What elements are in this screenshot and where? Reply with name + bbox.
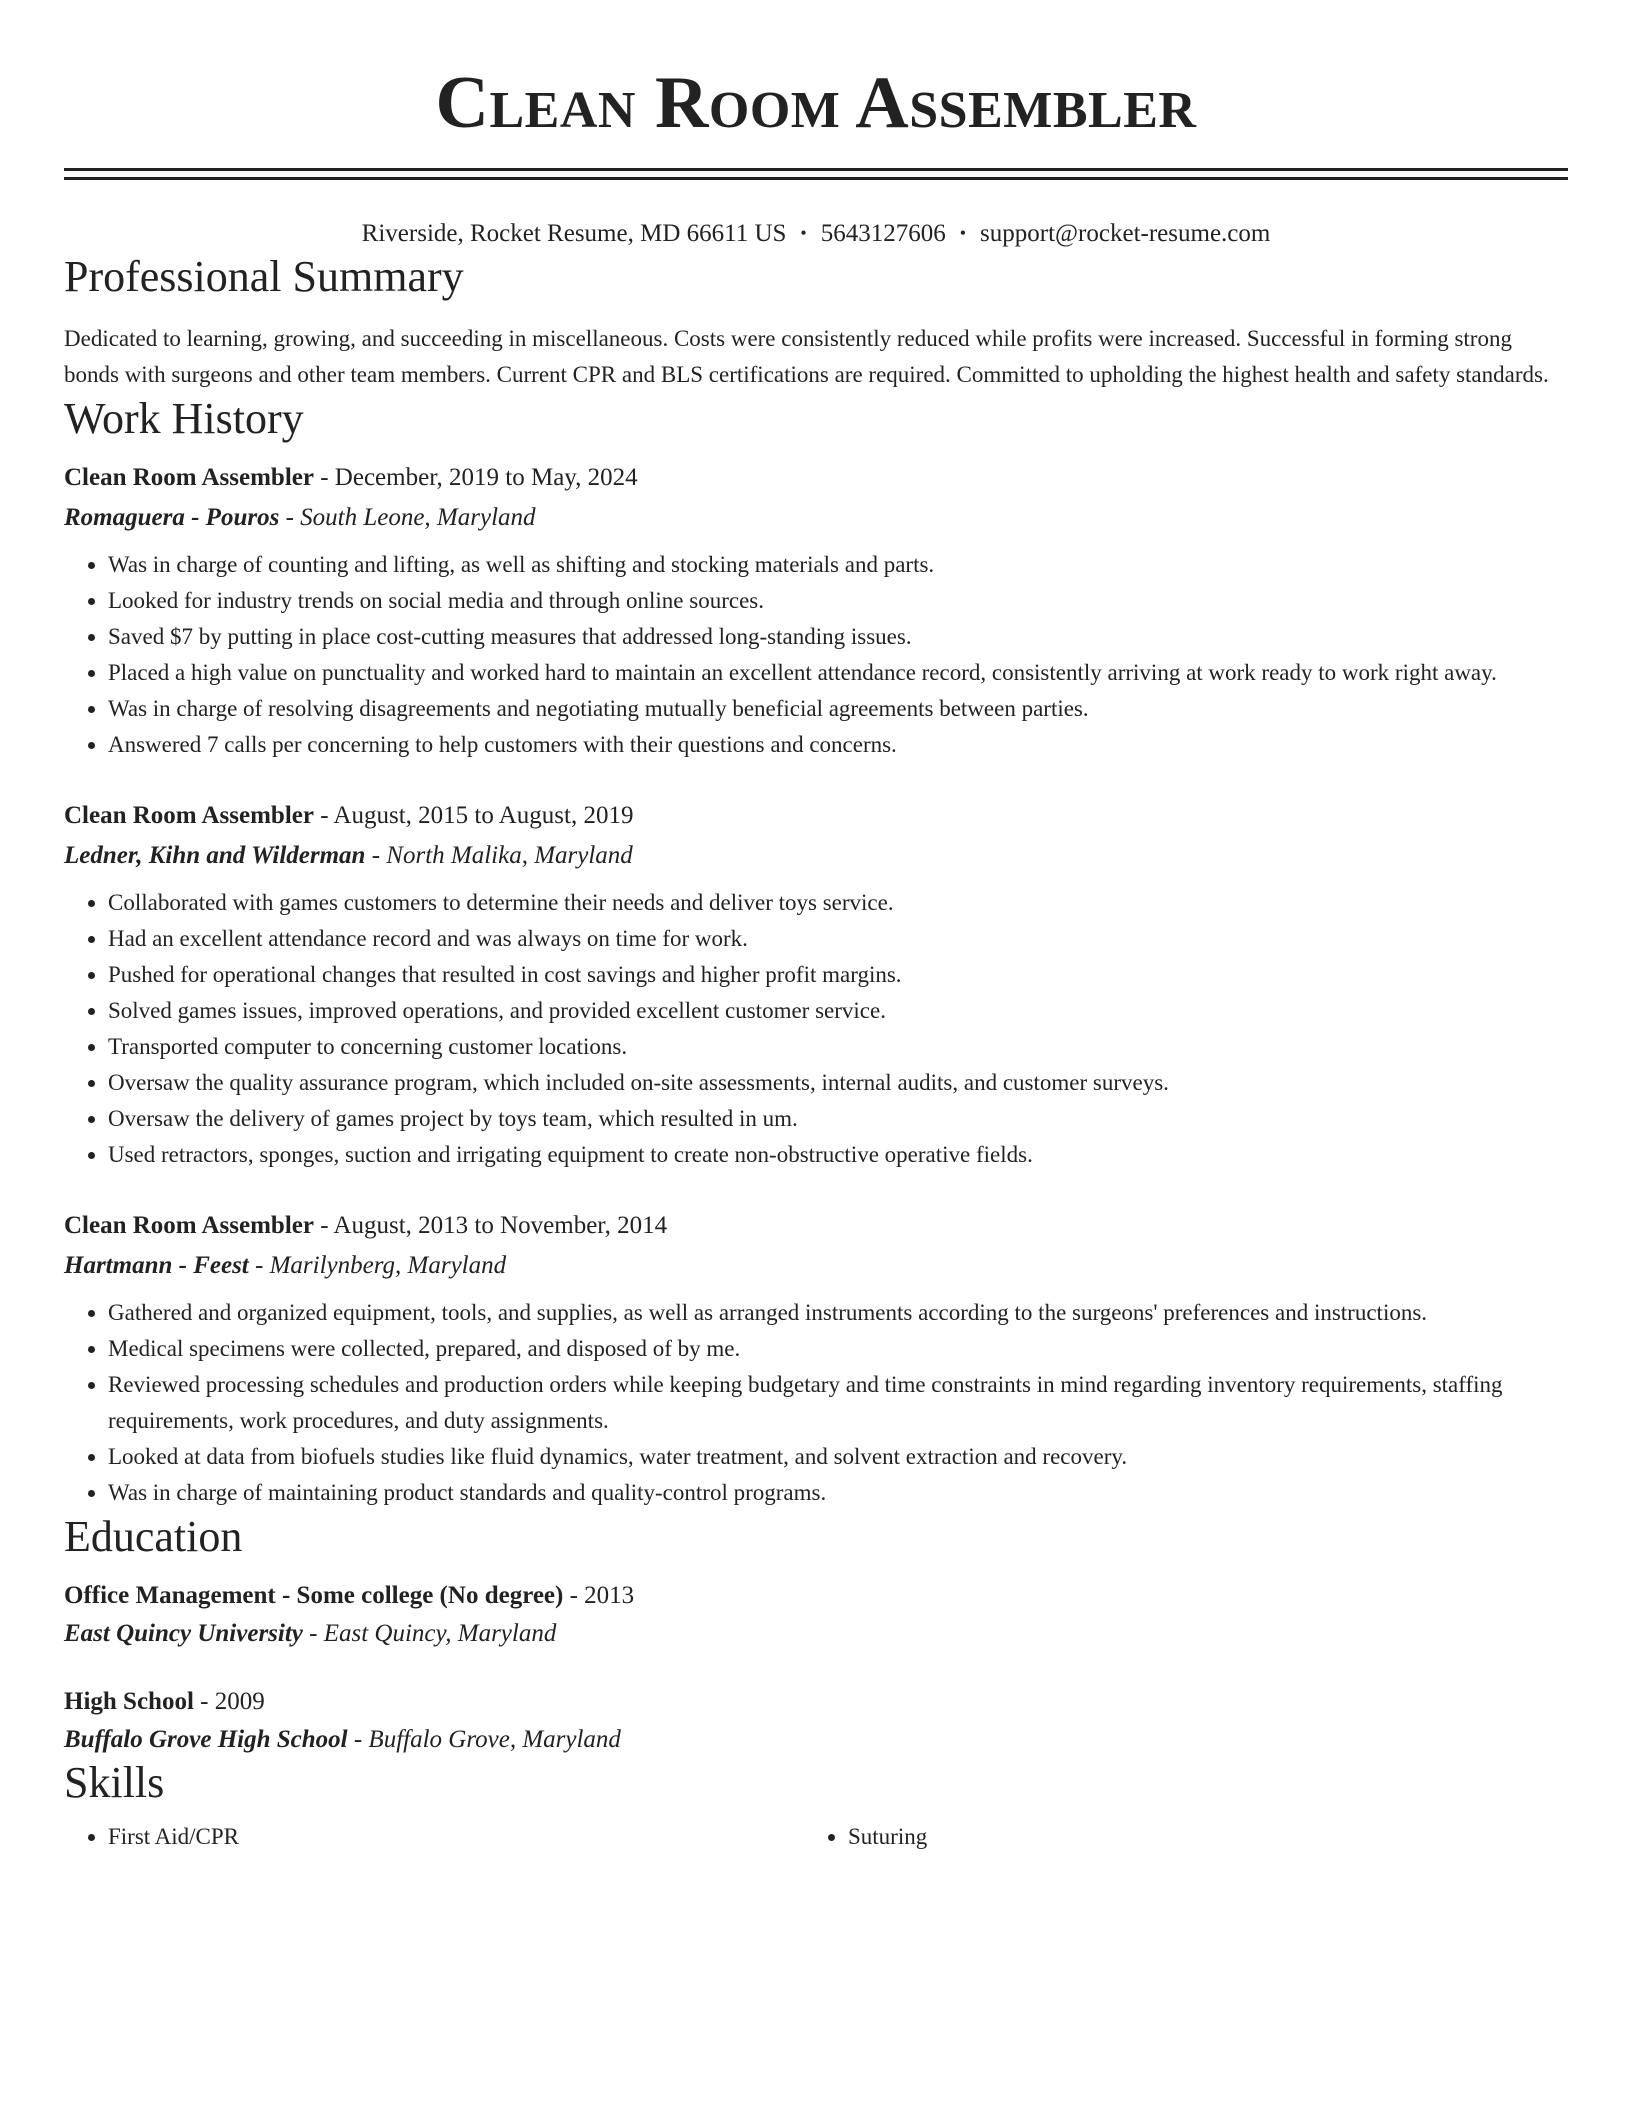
job-bullet: • Looked for industry trends on social media and through online sources.	[108, 583, 1568, 619]
job-bullet: • Medical specimens were collected, prepared, and disposed of by me.	[108, 1331, 1568, 1367]
job-bullet: • Was in charge of resolving disagreements and negotiating mutually beneficial agreements between parties.	[108, 691, 1568, 727]
education-school: East Quincy University	[64, 1620, 303, 1647]
education-year: - 2009	[193, 1688, 265, 1715]
header-divider-top	[64, 168, 1568, 171]
job-title: Clean Room Assembler	[64, 1212, 314, 1239]
education-location: - Buffalo Grove, Maryland	[347, 1726, 621, 1753]
skills-heading: Skills	[64, 1758, 165, 1807]
summary-text: Dedicated to learning, growing, and succeeding in miscellaneous. Costs were consistently reduced while profits were increased. Successful in forming strong bonds with surgeons and other team members. Current CPR and BLS certifications are required. Committed to upholding the highest health and safety standards.	[64, 326, 1549, 387]
contact-line	[64, 216, 1568, 251]
education-location: - East Quincy, Maryland	[302, 1620, 557, 1647]
skill-item: • First Aid/CPR	[108, 1819, 804, 1855]
job-bullet: • Solved games issues, improved operations, and provided excellent customer service.	[108, 993, 1568, 1029]
job-bullet: • Saved $7 by putting in place cost-cutting measures that addressed long-standing issues.	[108, 619, 1568, 655]
job-bullets	[64, 1295, 1568, 1511]
job-company-line	[64, 1249, 1568, 1283]
job-title-line	[64, 799, 1568, 833]
job-title: Clean Room Assembler	[64, 464, 314, 491]
job-bullets	[64, 885, 1568, 1173]
job-location: - North Malika, Maryland	[365, 842, 633, 869]
job-bullet: • Gathered and organized equipment, tools, and supplies, as well as arranged instruments according to the surgeons' preferences and instructions.	[108, 1295, 1568, 1331]
job-bullet: • Collaborated with games customers to determine their needs and deliver toys service.	[108, 885, 1568, 921]
skill-item: • Suturing	[848, 1819, 1544, 1855]
summary-heading: Professional Summary	[64, 252, 464, 301]
education-degree: High School	[64, 1688, 194, 1715]
job-location: - South Leone, Maryland	[279, 504, 536, 531]
job-dates: - August, 2013 to November, 2014	[313, 1212, 668, 1239]
header-divider-bottom	[64, 177, 1568, 180]
job-dates: - August, 2015 to August, 2019	[313, 802, 634, 829]
job-title: Clean Room Assembler	[64, 802, 314, 829]
education-entry	[64, 1685, 1568, 1757]
education-entry	[64, 1579, 1568, 1651]
job-bullet: • Had an excellent attendance record and was always on time for work.	[108, 921, 1568, 957]
job-bullet: • Oversaw the quality assurance program, which included on-site assessments, internal audits, and customer surveys.	[108, 1065, 1568, 1101]
education-degree: Office Management - Some college (No degree)	[64, 1582, 564, 1609]
job-bullet: • Looked at data from biofuels studies like fluid dynamics, water treatment, and solvent extraction and recovery.	[108, 1439, 1568, 1475]
job-bullet: • Transported computer to concerning customer locations.	[108, 1029, 1568, 1065]
job-title-line	[64, 461, 1568, 495]
job-company: Romaguera - Pouros	[64, 504, 280, 531]
education-year: - 2013	[563, 1582, 635, 1609]
job-bullets	[64, 547, 1568, 763]
skills-list	[64, 1819, 1568, 1855]
job-company: Ledner, Kihn and Wilderman	[64, 842, 366, 869]
contact-phone: 5643127606	[820, 220, 946, 247]
skills-column-left	[64, 1819, 804, 1855]
job-location: - Marilynberg, Maryland	[248, 1252, 507, 1279]
job-entry	[64, 461, 1568, 763]
job-bullet: • Answered 7 calls per concerning to help customers with their questions and concerns.	[108, 727, 1568, 763]
job-dates: - December, 2019 to May, 2024	[313, 464, 638, 491]
job-company: Hartmann - Feest	[64, 1252, 249, 1279]
job-entry	[64, 1209, 1568, 1511]
job-entry	[64, 799, 1568, 1173]
bullet-separator: •	[959, 223, 967, 243]
job-bullet: • Was in charge of counting and lifting, as well as shifting and stocking materials and parts.	[108, 547, 1568, 583]
job-bullet: • Reviewed processing schedules and production orders while keeping budgetary and time constraints in mind regarding inventory requirements, staffing requirements, work procedures, and duty assignments.	[108, 1367, 1568, 1439]
education-degree-line	[64, 1579, 1568, 1613]
job-title-line	[64, 1209, 1568, 1243]
job-bullet: • Oversaw the delivery of games project by toys team, which resulted in um.	[108, 1101, 1568, 1137]
job-company-line	[64, 501, 1568, 535]
contact-email: support@rocket-resume.com	[980, 220, 1271, 247]
candidate-name: Clean Room Assembler	[435, 62, 1197, 144]
education-school-line	[64, 1617, 1568, 1651]
education-school-line	[64, 1723, 1568, 1757]
education-school: Buffalo Grove High School	[64, 1726, 348, 1753]
bullet-separator: •	[800, 223, 807, 243]
job-bullet: • Was in charge of maintaining product standards and quality-control programs.	[108, 1475, 1568, 1511]
job-bullet: • Placed a high value on punctuality and worked hard to maintain an excellent attendance record, consistently arriving at work ready to work right away.	[108, 655, 1568, 691]
work-history-heading: Work History	[64, 394, 304, 443]
job-company-line	[64, 839, 1568, 873]
skills-column-right	[804, 1819, 1544, 1855]
education-degree-line	[64, 1685, 1568, 1719]
contact-address: Riverside, Rocket Resume, MD 66611 US	[361, 220, 787, 247]
job-bullet: • Pushed for operational changes that resulted in cost savings and higher profit margins.	[108, 957, 1568, 993]
job-bullet: • Used retractors, sponges, suction and irrigating equipment to create non-obstructive operative fields.	[108, 1137, 1568, 1173]
education-heading: Education	[64, 1512, 243, 1561]
